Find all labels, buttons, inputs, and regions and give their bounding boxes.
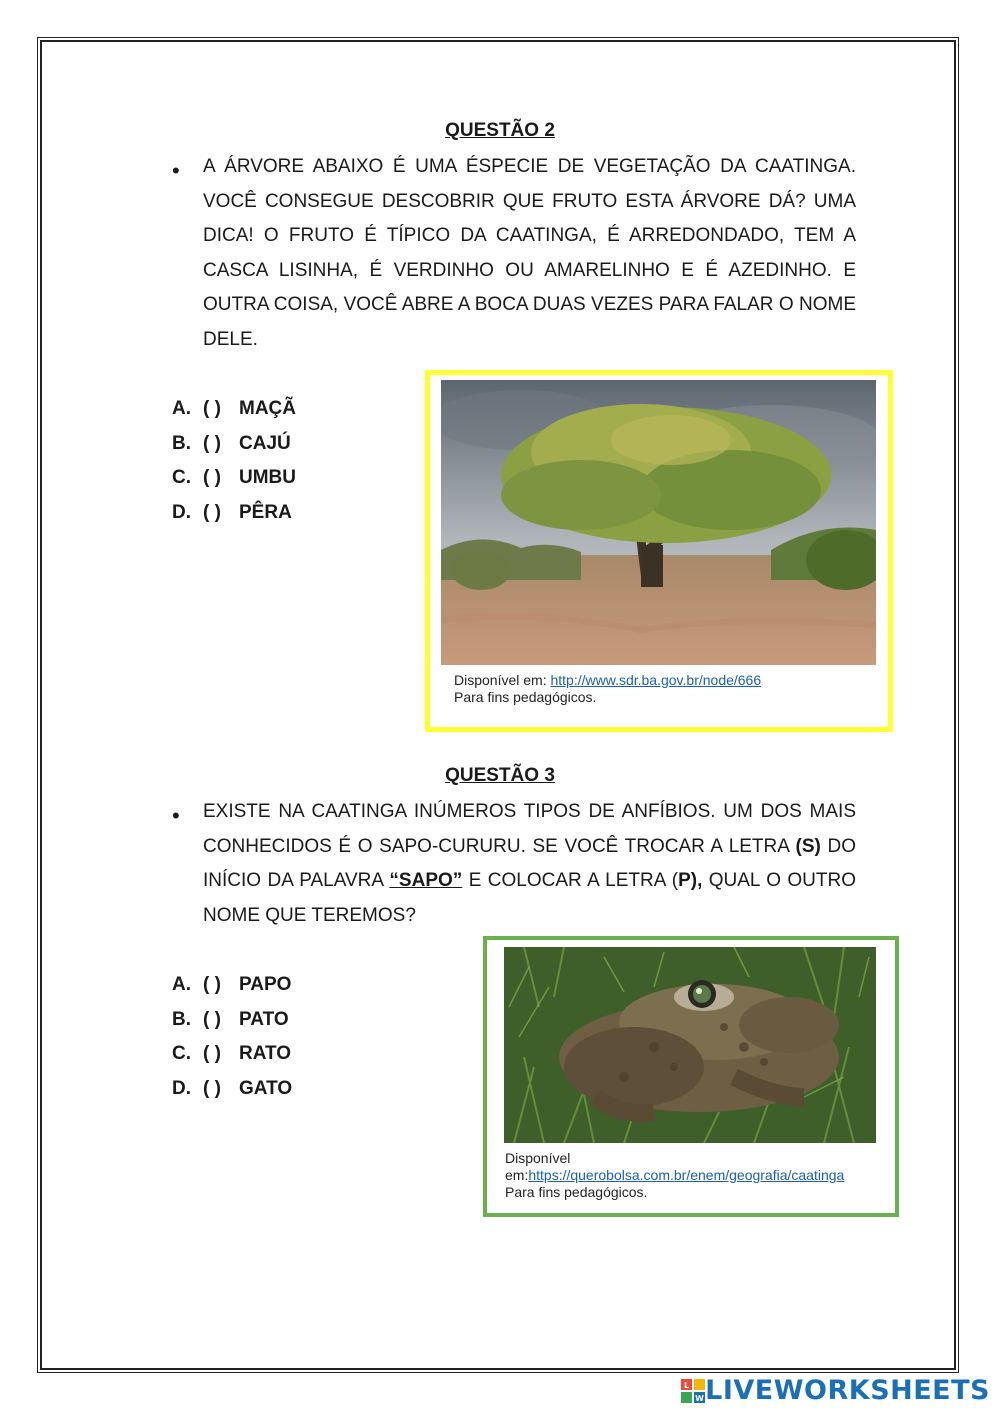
option-label: RATO xyxy=(239,1043,292,1065)
answer-checkbox[interactable]: ( ) xyxy=(203,1043,221,1065)
toad-photo xyxy=(504,947,876,1143)
toad-caption: Disponível em:https://querobolsa.com.br/enem/geografia/caatinga Para fins pedagógicos. xyxy=(505,1150,845,1200)
option-label: CAJÚ xyxy=(239,432,291,454)
answer-checkbox[interactable]: ( ) xyxy=(203,1008,221,1030)
answer-checkbox[interactable]: ( ) xyxy=(203,502,221,524)
option-label: PAPO xyxy=(239,974,292,995)
option-b[interactable]: B. ( ) PATO xyxy=(172,1008,289,1030)
option-label: PATO xyxy=(239,1008,289,1030)
answer-checkbox[interactable]: ( ) xyxy=(203,398,221,419)
tree-source-link[interactable]: http://www.sdr.ba.gov.br/node/666 xyxy=(550,672,762,688)
option-a[interactable]: A. ( ) MAÇÃ xyxy=(172,398,296,419)
option-label: UMBU xyxy=(239,467,296,489)
svg-text:L: L xyxy=(684,1380,690,1390)
svg-text:W: W xyxy=(695,1393,705,1403)
question-2-bullet: • xyxy=(172,158,180,183)
option-c[interactable]: C. ( ) RATO xyxy=(172,1043,292,1065)
answer-checkbox[interactable]: ( ) xyxy=(203,1078,221,1100)
option-d[interactable]: D. ( ) GATO xyxy=(172,1078,293,1100)
tree-photo xyxy=(441,380,876,665)
answer-checkbox[interactable]: ( ) xyxy=(203,974,221,995)
question-3-title: QUESTÃO 3 xyxy=(445,765,555,786)
option-label: MAÇÃ xyxy=(239,398,296,419)
option-a[interactable]: A. ( ) PAPO xyxy=(172,974,292,995)
liveworksheets-icon xyxy=(681,1379,705,1403)
brand-text: LIVEWORKSHEETS xyxy=(705,1375,990,1406)
question-2-title: QUESTÃO 2 xyxy=(445,120,555,141)
question-3-options xyxy=(172,974,292,1113)
option-d[interactable]: D. ( ) PÊRA xyxy=(172,502,292,524)
question-2-text: A ÁRVORE ABAIXO É UMA ÉSPECIE DE VEGETAÇÃO DA CAATINGA. VOCÊ CONSEGUE DESCOBRIR QUE FRUTO ESTA ÁRVORE DÁ? UMA DICA! O FRUTO É TÍPICO DA CAATINGA, É ARREDONDADO, TEM A CASCA LISINHA, É VERDINHO OU AMARELINHO E É AZEDINHO. E OUTRA COISA, VOCÊ ABRE A BOCA DUAS VEZES PARA FALAR O NOME DELE. xyxy=(203,156,856,350)
toad-source-link[interactable]: https://querobolsa.com.br/enem/geografia/caatinga xyxy=(528,1167,845,1183)
option-b[interactable]: B. ( ) CAJÚ xyxy=(172,432,291,454)
liveworksheets-logo[interactable] xyxy=(681,1375,990,1406)
option-label: GATO xyxy=(239,1078,293,1100)
option-label: PÊRA xyxy=(239,502,292,524)
question-2-options xyxy=(172,398,296,537)
answer-checkbox[interactable]: ( ) xyxy=(203,467,221,489)
answer-checkbox[interactable]: ( ) xyxy=(203,432,221,454)
question-3-bullet: • xyxy=(172,803,180,828)
tree-caption: Disponível em: http://www.sdr.ba.gov.br/node/666 Para fins pedagógicos. xyxy=(454,672,762,705)
option-c[interactable]: C. ( ) UMBU xyxy=(172,467,296,489)
question-3-text: EXISTE NA CAATINGA INÚMEROS TIPOS DE ANFÍBIOS. UM DOS MAIS CONHECIDOS É O SAPO-CURURU. SE VOCÊ TROCAR A LETRA (S) DO INÍCIO DA PALAVRA “SAPO” E COLOCAR A LETRA (P), QUAL O OUTRO NOME QUE TEREMOS? xyxy=(203,801,856,926)
